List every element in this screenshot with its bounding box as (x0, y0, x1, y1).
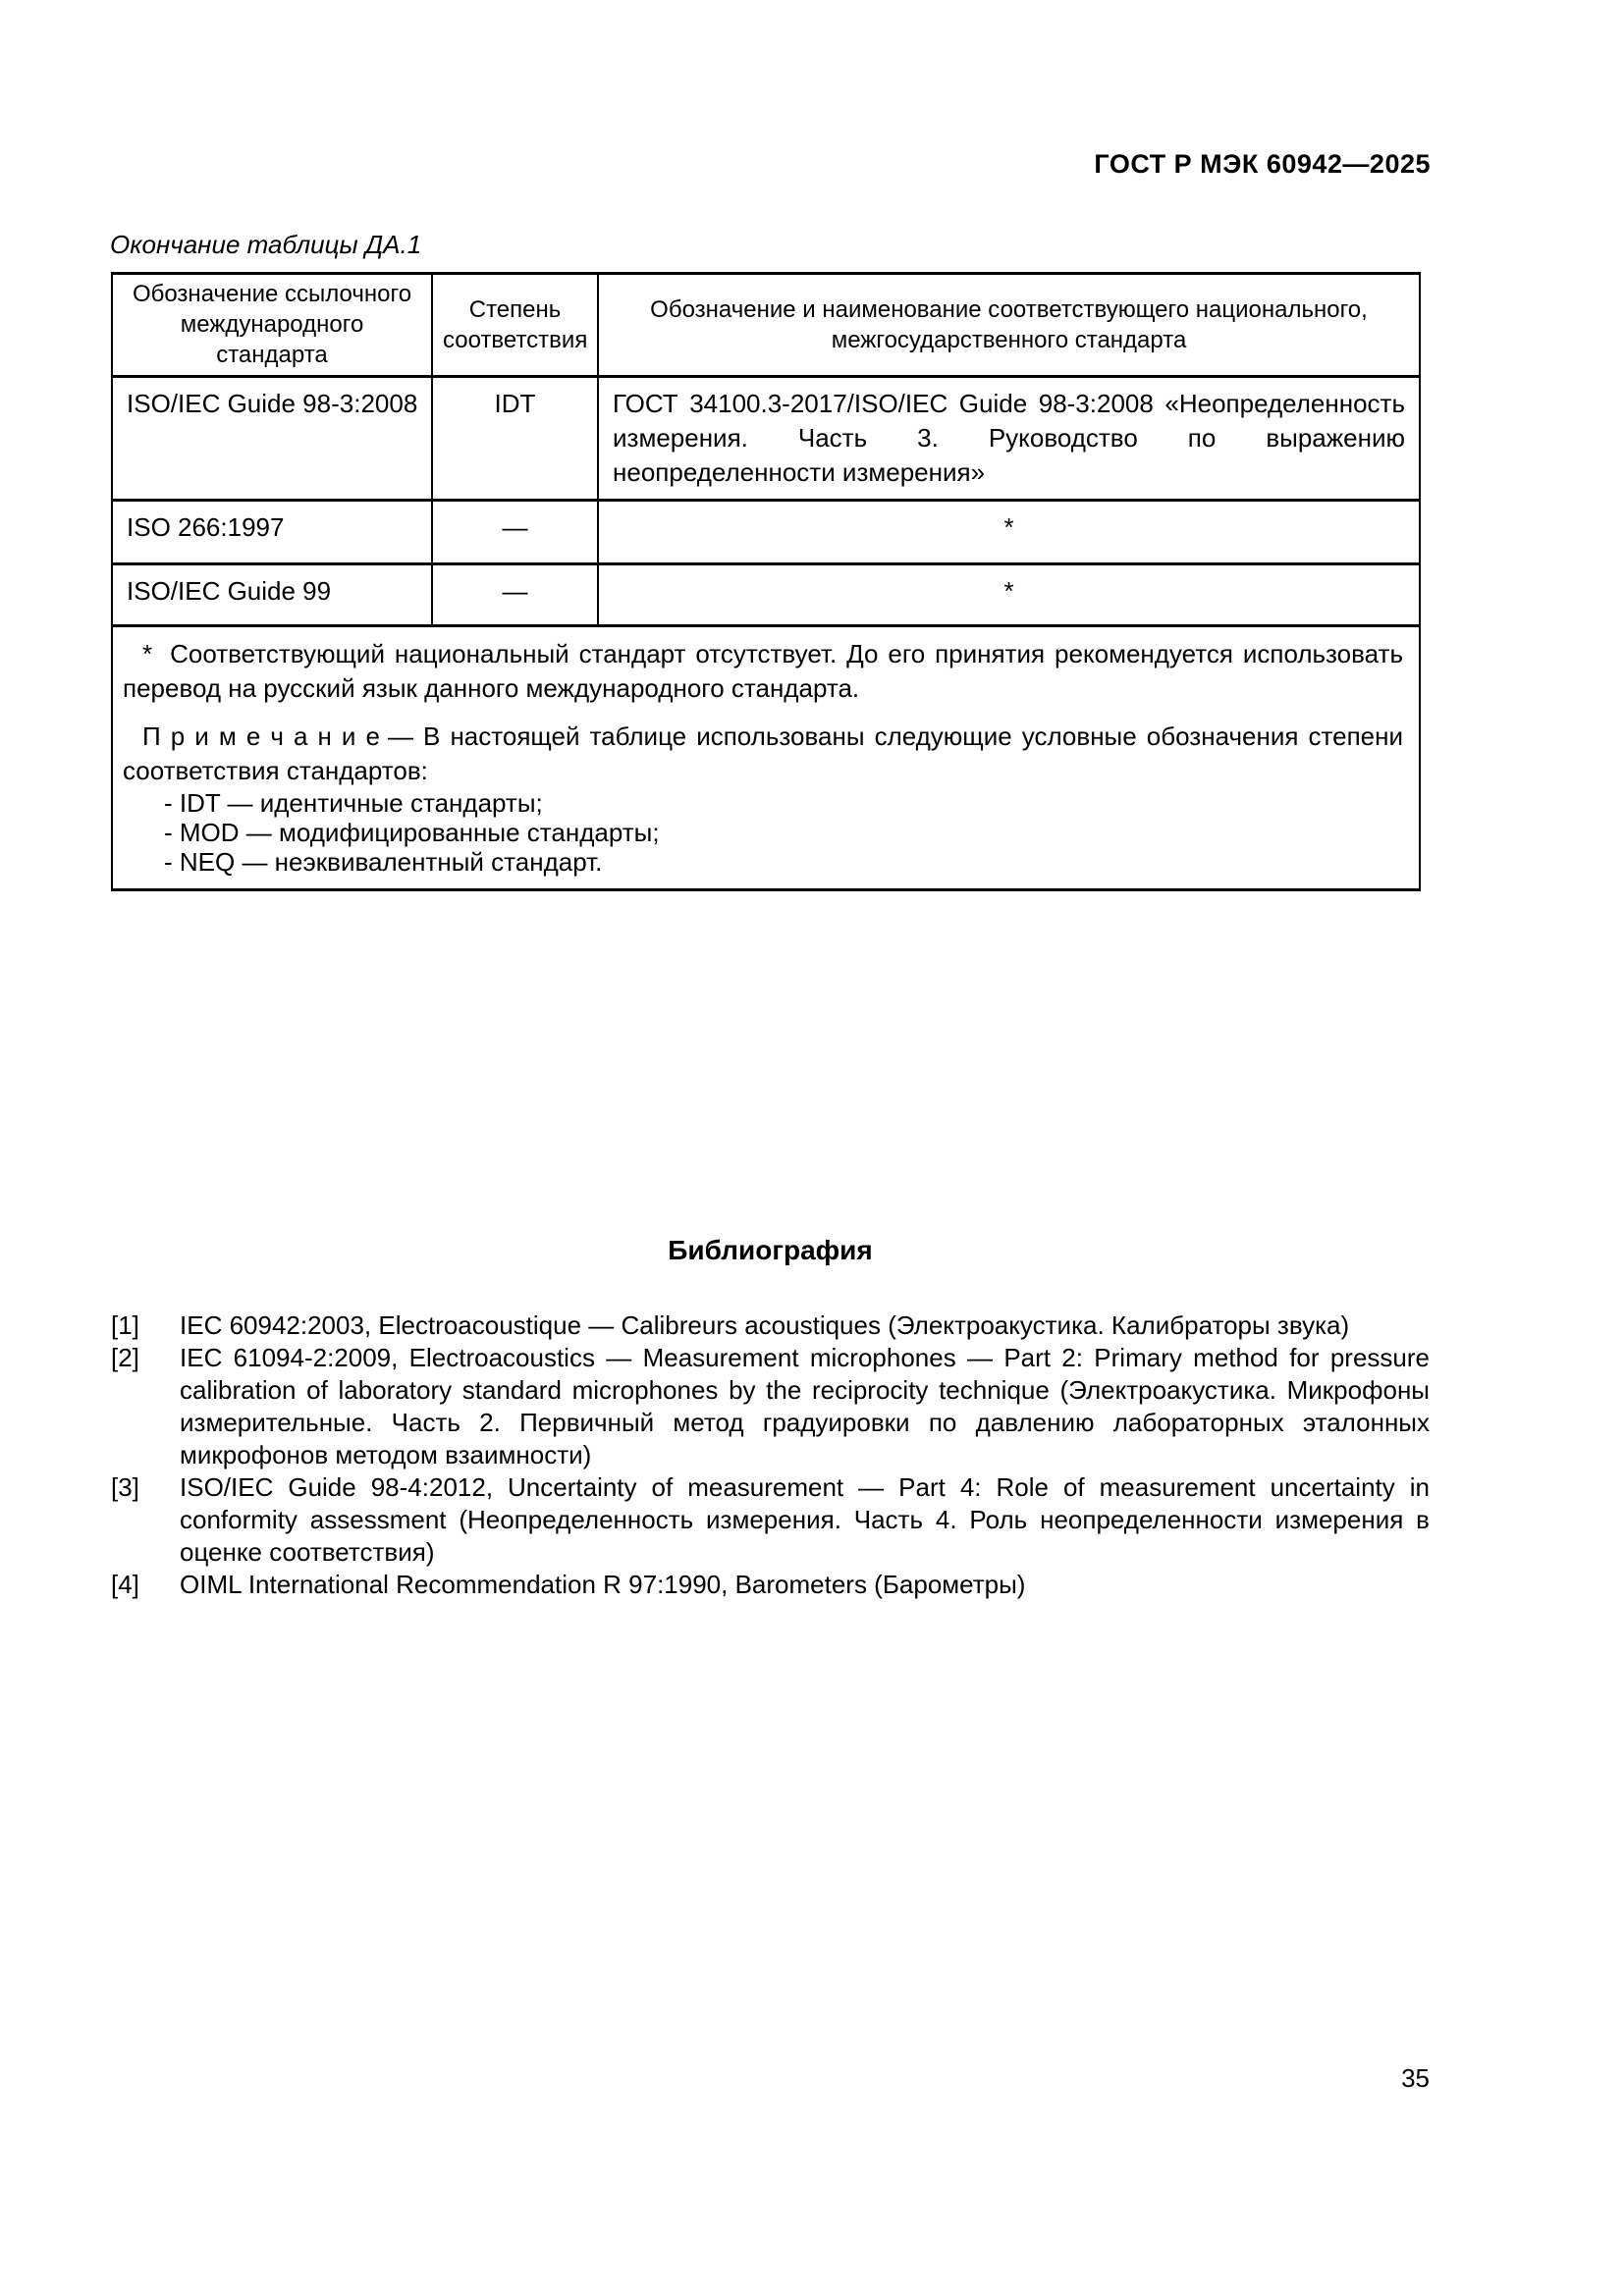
bibliography-entry (111, 1309, 1430, 1342)
table-footnote-cell (112, 625, 1420, 889)
bibliography-entry-text: ISO/IEC Guide 98-4:2012, Uncertainty of measurement — Part 4: Role of measurement uncertainty in conformity assessment (Неопределенность измерения. Часть 4. Роль неопределенности измерения в оценке соответствия) (180, 1472, 1430, 1567)
note-list-item: - IDT — идентичные стандарты; (164, 788, 543, 819)
correspondence-table (111, 272, 1421, 891)
cell-national-standard: * (598, 563, 1420, 625)
cell-degree: — (432, 563, 598, 625)
note-label: П р и м е ч а н и е (142, 721, 380, 752)
cell-reference-standard: ISO 266:1997 (112, 500, 432, 563)
footnote-marker: * (142, 638, 153, 668)
note-list-item: - NEQ — неэквивалентный стандарт. (164, 847, 603, 878)
bibliography-entry-number: [2] (111, 1343, 139, 1372)
table-header-row (112, 274, 1420, 377)
bibliography-entry (111, 1569, 1430, 1601)
table-footnote-row (112, 625, 1420, 889)
table-caption: Окончание таблицы ДА.1 (110, 230, 422, 259)
table-note (123, 720, 1403, 788)
col-header-national-standard: Обозначение и наименование соответствующего национального, межгосударственного стандарта (598, 274, 1420, 377)
bibliography-entry-number: [4] (111, 1570, 139, 1599)
bibliography-title: Библиография (668, 1235, 873, 1265)
table-row (112, 500, 1420, 563)
bibliography-entry-text: IEC 61094-2:2009, Electroacoustics — Measurement microphones — Part 2: Primary method for pressure calibration of laboratory standard microphones by the reciprocity technique (Электроакустика. Микрофоны измерительные. Часть 2. Первичный метод градуировки по давлению лабораторных эталонных микрофонов методом взаимности) (180, 1343, 1430, 1469)
running-header: ГОСТ Р МЭК 60942—2025 (1094, 149, 1431, 179)
bibliography-entry-number: [1] (111, 1310, 139, 1340)
bibliography-entry-text: IEC 60942:2003, Electroacoustique — Calibreurs acoustiques (Электроакустика. Калибраторы звука) (180, 1310, 1350, 1340)
note-list-item: - MOD — модифицированные стандарты; (164, 818, 660, 848)
bibliography-entry (111, 1342, 1430, 1471)
col-header-degree: Степень соответствия (432, 274, 598, 377)
table-footnote (123, 637, 1403, 706)
cell-reference-standard: ISO/IEC Guide 99 (112, 563, 432, 625)
bibliography-entry-text: OIML International Recommendation R 97:1990, Barometers (Барометры) (180, 1570, 1026, 1599)
table-row (112, 376, 1420, 500)
page-number: 35 (1401, 2063, 1430, 2093)
table-row (112, 563, 1420, 625)
cell-national-standard: ГОСТ 34100.3-2017/ISO/IEC Guide 98-3:2008 «Неопределенность измерения. Часть 3. Руководство по выражению неопределенности измерения» (598, 376, 1420, 500)
note-text: — В настоящей таблице использованы следующие условные обозначения степени соответствия стандартов: (123, 721, 1403, 786)
bibliography-section (111, 1235, 1430, 1601)
cell-degree: IDT (432, 376, 598, 500)
col-header-reference-standard: Обозначение ссылочного международного стандарта (112, 274, 432, 377)
bibliography-entry (111, 1471, 1430, 1569)
footnote-text: Соответствующий национальный стандарт отсутствует. До его принятия рекомендуется использовать перевод на русский язык данного международного стандарта. (123, 638, 1403, 703)
cell-national-standard: * (598, 500, 1420, 563)
bibliography-entry-number: [3] (111, 1472, 139, 1502)
cell-degree: — (432, 500, 598, 563)
cell-reference-standard: ISO/IEC Guide 98-3:2008 (112, 376, 432, 500)
